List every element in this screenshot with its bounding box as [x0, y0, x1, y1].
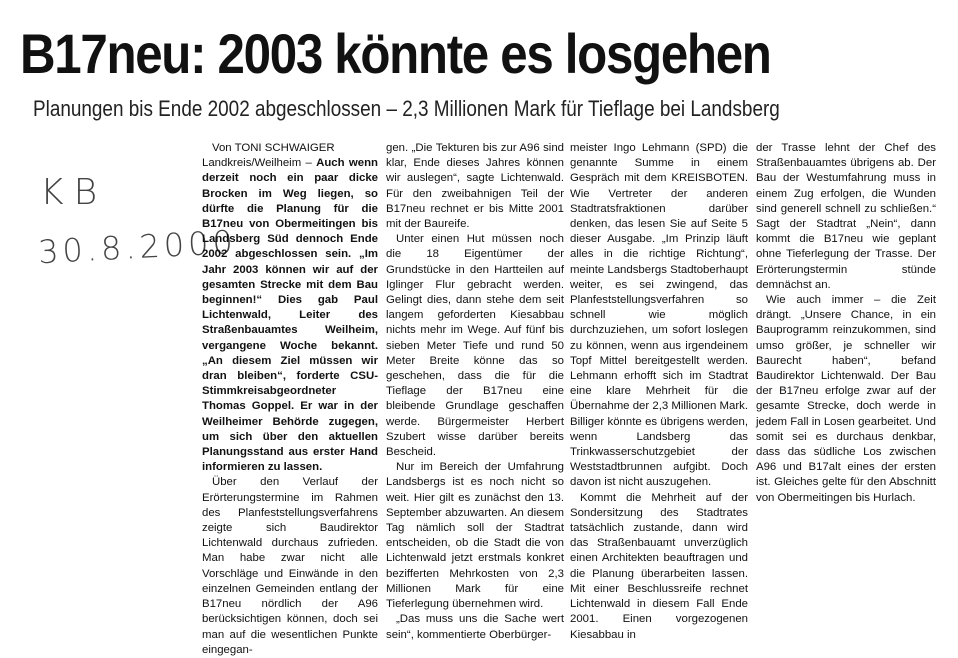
article-column-3 — [570, 141, 748, 641]
paragraph: Über den Verlauf der Erörterungstermine im Rahmen des Planfeststellungsverfahrens zeigte sich Baudirektor Lichtenwald durchaus zufrieden. Man habe zwar nicht alle Vorschläge und Einwände in den einzelnen Gemeinden entlang der B17neu nördlich der A96 berücksichtigen können, doch sei man auf die wesentlichen Punkte eingegan- — [202, 476, 378, 656]
paragraph: gen. „Die Tekturen bis zur A96 sind klar, Ende dieses Jahres können wir auslegen“, sagte Lichtenwald. Für den zweibahnigen Teil der B17neu rechnet er bis Mitte 2001 mit der Baureife. — [386, 142, 564, 231]
paragraph: Wie auch immer – die Zeit drängt. „Unsere Chance, in ein Bauprogramm reinzukommen, sind umso größer, je schneller wir Baurecht haben“, befand Baudirektor Lichtenwald. Der Bau der B17neu erfolge zwar auf der gesamte Strecke, doch werde in jedem Fall in Losen gearbeitet. Und somit sei es durchaus denkbar, dass das südliche Los zwischen A96 und B17alt eines der ersten ist. Gleiches gelte für den Abschnitt von Obermeitingen bis Hurlach. — [756, 294, 936, 504]
subheadline: Planungen bis Ende 2002 abgeschlossen – 2,3 Millionen Mark für Tieflage bei Landsberg — [33, 96, 780, 121]
article-column-2 — [386, 141, 564, 641]
handwritten-initials: KB — [40, 172, 108, 213]
headline: B17neu: 2003 könnte es losgehen — [20, 22, 771, 85]
article-column-4 — [756, 141, 936, 561]
paragraph: Unter einen Hut müssen noch die 18 Eigentümer der Grundstücke in den Hartteilen auf Iglinger Flur gebracht werden. Gelingt dies, dann stehe dem seit langem geforderten Kiesabbau nichts mehr im Wege. Auf fünf bis sieben Meter Tiefe und rund 50 Meter Breite könne das so geschehen, dass die für die Tieflage der B17neu eine bleibende Grundlage geschaffen werde. Bürgermeister Herbert Szubert wisse darüber bereits Bescheid. — [386, 233, 564, 459]
lead-paragraph: Landkreis/Weilheim – Auch wenn derzeit noch ein paar dicke Brocken im Weg liegen, so dürfte die Planung für die B17neu von Obermeitingen bis Landsberg Süd dennoch Ende 2002 abgeschlossen sein. „Im Jahr 2003 können wir auf der gesamten Strecke mit dem Bau beginnen!“ Dies gab Paul Lichtenwald, Leiter des Straßenbauamtes Weilheim, vergangene Woche bekannt. „An diesem Ziel müssen wir dran bleiben“, forderte CSU-Stimmkreisabgeordneter Thomas Goppel. Er war in der Weilheimer Behörde zugegen, um sich über den aktuellen Planungsstand aus erster Hand informieren zu lassen. — [202, 157, 378, 474]
paragraph: Nur im Bereich der Umfahrung Landsbergs ist es noch nicht so weit. Hier gilt es zunächst den 13. September abzuwarten. An diesem Tag nämlich soll der Stadtrat entscheiden, ob die Stadt die von Lichtenwald jetzt erstmals konkret bezifferten Mehrkosten von 2,3 Millionen Mark für eine Tieferlegung übernehmen wird. — [386, 461, 564, 611]
paragraph: Kommt die Mehrheit auf der Sondersitzung des Stadtrates tatsächlich zustande, dann wird das Straßenbauamt unverzüglich einen Architekten beauftragen und die Planung überarbeiten lassen. Mit einer Beschlussreife rechnet Lichtenwald in diesem Fall Ende 2001. Einen vorgezogenen Kiesabbau in — [570, 491, 748, 641]
paragraph: der Trasse lehnt der Chef des Straßenbauamtes übrigens ab. Der Bau der Westumfahrung muss in einem Zug erfolgen, die Wunden sind generell schnell zu schließen.“ Sagt der Stadtrat „Nein“, dann kommt die B17neu wie geplant ohne Tieferlegung der Trasse. Der Erörterungstermin stünde demnächst an. — [756, 142, 936, 291]
article-column-1 — [202, 141, 378, 656]
handwritten-date: 30.8.2000 — [37, 222, 238, 272]
byline: Von TONI SCHWAIGER — [212, 142, 335, 154]
paragraph: meister Ingo Lehmann (SPD) die genannte Summe in einem Gespräch mit dem KREISBOTEN. Wie Vertreter der anderen Stadtratsfraktionen darüber denken, das lesen Sie auf Seite 5 dieser Ausgabe. „Im Prinzip läuft alles in die richtige Richtung“, meinte Landsbergs Stadtoberhaupt weiter, es sei zwingend, das Planfeststellungsverfahren so schnell wie möglich durchzuziehen, um sofort loslegen zu können, wenn aus irgendeinem Topf Mittel bereitgestellt werden. Lehmann erhofft sich im Stadtrat eine klare Mehrheit für die Übernahme der 2,3 Millionen Mark. Billiger könnte es übrigens werden, wenn Landsberg das Trinkwasserschutzgebiet der Weststadtbrunnen aufgibt. Doch davon ist nicht auszugehen. — [570, 142, 748, 489]
paragraph: „Das muss uns die Sache wert sein“, kommentierte Oberbürger- — [386, 613, 564, 641]
